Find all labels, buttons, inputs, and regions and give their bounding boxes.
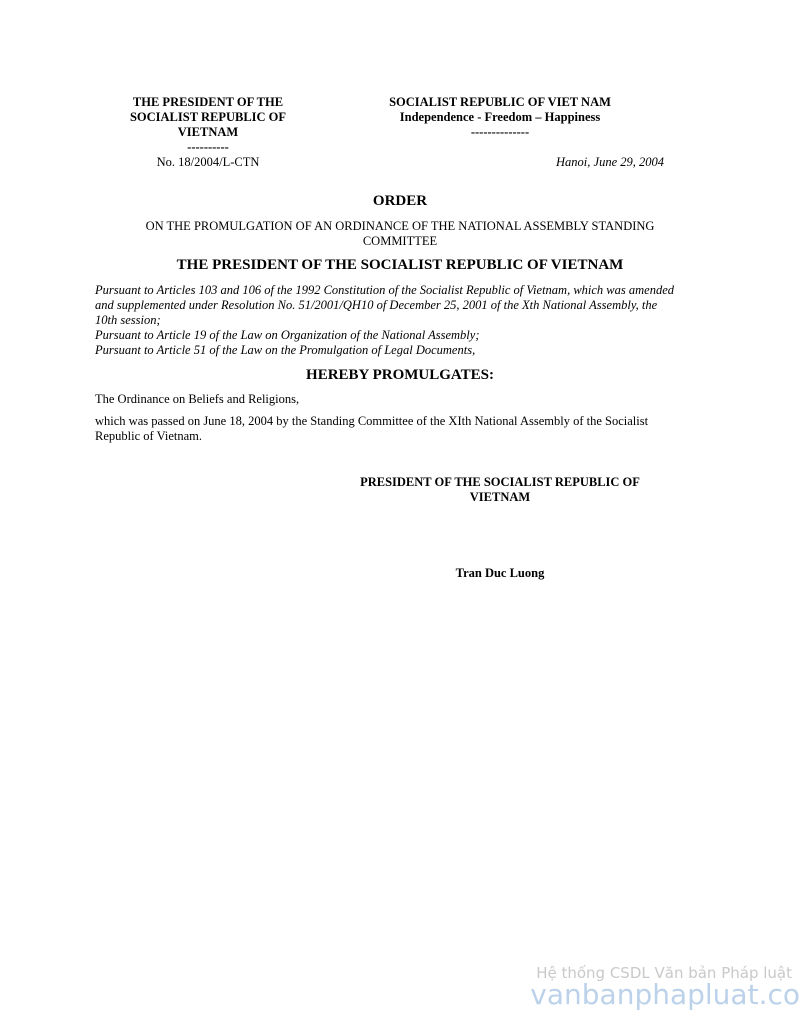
document-date: Hanoi, June 29, 2004 [556,155,664,169]
watermark-site: vanbanphapluat.co [530,978,800,1011]
document-number: No. 18/2004/L-CTN [156,155,260,169]
ordinance-name: The Ordinance on Beliefs and Religions, [95,392,300,406]
issuer-line-2: SOCIALIST REPUBLIC OF [129,110,287,124]
national-divider: -------------- [470,125,530,139]
preamble-line: Pursuant to Article 51 of the Law on the Promulgation of Legal Documents, [95,343,476,357]
preamble-line: Pursuant to Articles 103 and 106 of the 1992 Constitution of the Socialist Republic of Vietnam, which was amended [95,283,675,297]
preamble [95,283,705,358]
preamble-line: Pursuant to Article 19 of the Law on Organization of the National Assembly; [95,328,480,342]
national-header [360,95,640,140]
document-subtitle: ON THE PROMULGATION OF AN ORDINANCE OF THE NATIONAL ASSEMBLY STANDING COMMITTEE [145,219,655,248]
preamble-line: and supplemented under Resolution No. 51/2001/QH10 of December 25, 2001 of the Xth National Assembly, the [95,298,658,312]
president-heading: THE PRESIDENT OF THE SOCIALIST REPUBLIC OF VIETNAM [176,257,624,273]
promulgates-heading: HEREBY PROMULGATES: [306,367,494,383]
signer-title-line: VIETNAM [469,490,531,504]
signer-title [340,475,660,505]
issuer-line-1: THE PRESIDENT OF THE [132,95,284,109]
passage-line: Republic of Vietnam. [95,429,202,443]
issuer-header [108,95,308,155]
document-title: ORDER [372,193,428,209]
preamble-line: 10th session; [95,313,161,327]
signer-title-line: PRESIDENT OF THE SOCIALIST REPUBLIC OF [360,475,640,489]
issuer-divider: ---------- [187,140,229,154]
national-motto: Independence - Freedom – Happiness [399,110,601,124]
signer-name: Tran Duc Luong [455,566,545,580]
issuer-line-3: VIETNAM [177,125,239,139]
national-name: SOCIALIST REPUBLIC OF VIET NAM [389,95,611,109]
passage-text [95,414,705,444]
passage-line: which was passed on June 18, 2004 by the Standing Committee of the XIth National Assembly of the Socialist [95,414,649,428]
watermark-subtitle: Hệ thống CSDL Văn bản Pháp luật [536,964,792,982]
